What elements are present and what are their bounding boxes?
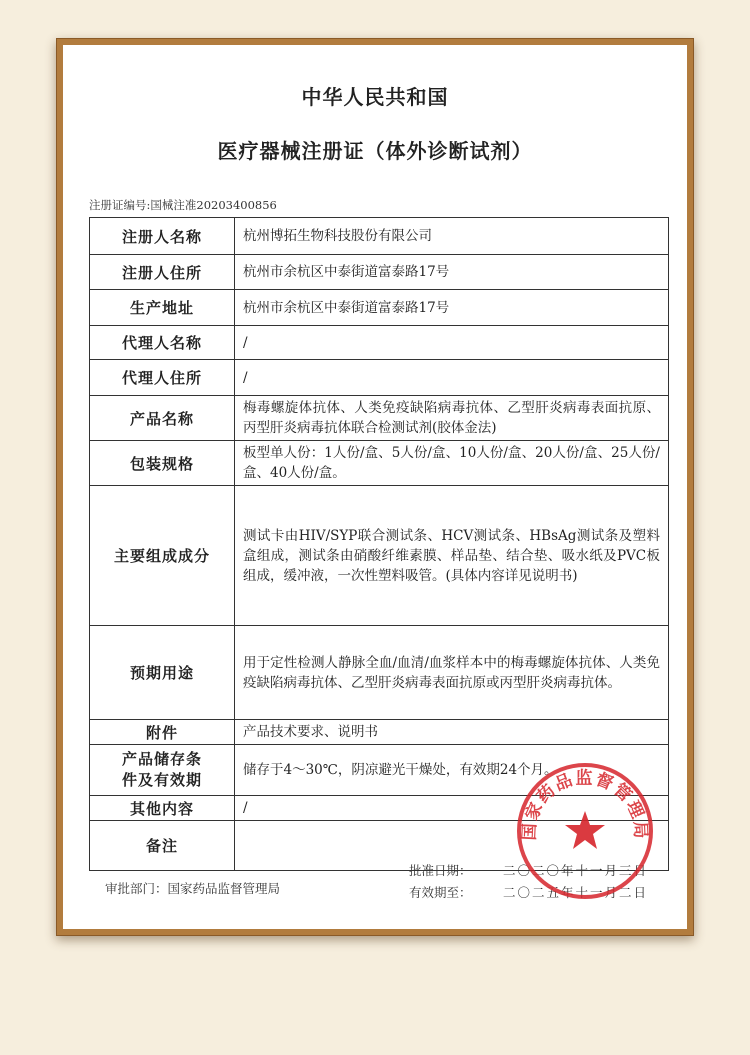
valid-until-label: 有效期至： [409,885,472,900]
row-value: 板型单人份：1人份/盒、5人份/盒、10人份/盒、20人份/盒、25人份/盒、40人份/盒。 [235,441,669,486]
table-row [90,326,669,360]
row-label: 产品名称 [90,396,235,441]
row-label: 其他内容 [90,796,235,821]
row-label: 代理人名称 [90,326,235,360]
row-label: 注册人名称 [90,218,235,255]
row-label: 主要组成成分 [90,486,235,626]
official-seal [515,761,655,901]
row-value: 梅毒螺旋体抗体、人类免疫缺陷病毒抗体、乙型肝炎病毒表面抗原、丙型肝炎病毒抗体联合检测试剂(胶体金法) [235,396,669,441]
certificate-title: 医疗器械注册证（体外诊断试剂） [217,139,533,163]
approval-date-value: 二〇二〇年十一月三日 [503,863,649,878]
country-heading: 中华人民共和国 [301,85,449,109]
registration-number: 注册证编号:国械注准20203400856 [89,198,277,212]
table-row [90,486,669,626]
row-value: 杭州博拓生物科技股份有限公司 [235,218,669,255]
row-label: 生产地址 [90,290,235,326]
row-value: 产品技术要求、说明书 [235,720,669,745]
row-label-line: 件及有效期 [121,771,202,789]
approval-date-label: 批准日期： [409,863,472,878]
row-label: 注册人住所 [90,255,235,290]
row-value: / [235,360,669,396]
row-value: / [235,326,669,360]
certificate-paper [63,45,687,929]
row-label: 代理人住所 [90,360,235,396]
table-row [90,290,669,326]
row-label: 包装规格 [90,441,235,486]
row-value: 储存于4～30℃，阴凉避光干燥处，有效期24个月。 [235,745,669,796]
row-value: 用于定性检测人静脉全血/血清/血浆样本中的梅毒螺旋体抗体、人类免疫缺陷病毒抗体、乙型肝炎病毒表面抗原或丙型肝炎病毒抗体。 [235,626,669,720]
table-row [90,360,669,396]
star-icon [565,811,605,849]
row-label-line: 产品储存条 [121,750,202,768]
approval-department: 审批部门：国家药品监督管理局 [105,881,281,896]
row-label [90,745,235,796]
table-row [90,218,669,255]
table-row [90,720,669,745]
seal-text: 国家药品监督管理局 [519,768,651,841]
row-value: / [235,796,669,821]
row-value: 测试卡由HIV/SYP联合测试条、HCV测试条、HBsAg测试条及塑料盒组成，测试条由硝酸纤维素膜、样品垫、结合垫、吸水纸及PVC板组成，缓冲液，一次性塑料吸管。(具体内容详见说明书) [235,486,669,626]
table-row [90,255,669,290]
table-row [90,626,669,720]
row-label: 预期用途 [90,626,235,720]
row-label: 备注 [90,821,235,871]
certificate-frame [56,38,694,936]
row-value: 杭州市余杭区中泰街道富泰路17号 [235,255,669,290]
valid-until-value: 二〇二五年十一月二日 [503,885,649,900]
table-row [90,441,669,486]
row-value: 杭州市余杭区中泰街道富泰路17号 [235,290,669,326]
row-label: 附件 [90,720,235,745]
table-row [90,396,669,441]
